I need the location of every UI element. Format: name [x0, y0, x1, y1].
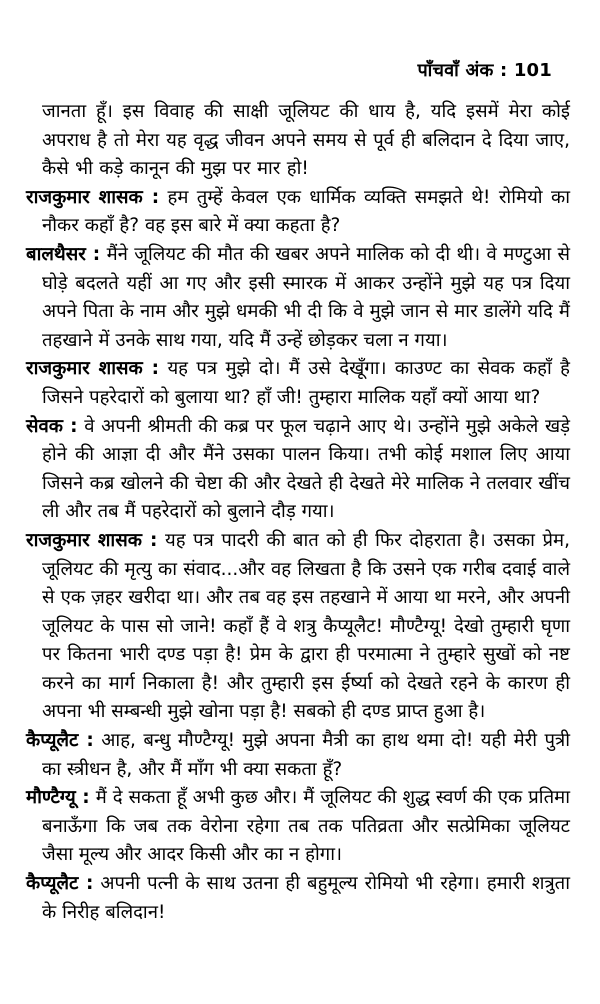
speech-text: आह, बन्धु मौण्टैग्यू! मुझे अपना मैत्री का हाथ थमा दो! यही मेरी पुत्री का स्त्रीधन है, और मैं माँग भी क्या सकता हूँ? [42, 730, 570, 780]
speaker-name: कैप्यूलैट : [26, 730, 94, 752]
speaker-name: राजकुमार शासक : [26, 358, 160, 380]
speech-text: यह पत्र मुझे दो। मैं उसे देखूँगा। काउण्ट का सेवक कहाँ है जिसने पहरेदारों को बुलाया था? हाँ जी! तुम्हारा मालिक यहाँ क्यों आया था? [42, 358, 570, 408]
speech-prince-3 [26, 527, 570, 727]
continuation-paragraph: जानता हूँ। इस विवाह की साक्षी जूलियट की धाय है, यदि इसमें मेरा कोई अपराध है तो मेरा यह वृद्ध जीवन अपने समय से पूर्व ही बलिदान दे दिया जाए, कैसे भी कड़े कानून की मुझ पर मार हो! [42, 101, 570, 180]
speech-prince-2 [26, 355, 570, 412]
speech-capulet-2 [26, 870, 570, 927]
speaker-name: मौण्टैग्यू : [26, 787, 90, 809]
speaker-name: बालथैसर : [26, 243, 101, 265]
speech-servant [26, 413, 570, 527]
speech-text: मैं दे सकता हूँ अभी कुछ और। मैं जूलियट की शुद्ध स्वर्ण की एक प्रतिमा बनाऊँगा कि जब तक वेरोना रहेगा तब तक पतिव्रता और सत्प्रेमिका जूलियट जैसा मूल्य और आदर किसी और का न होगा। [42, 787, 570, 866]
speaker-name: कैप्यूलैट : [26, 873, 94, 895]
speech-capulet-1 [26, 727, 570, 784]
speech-text: मैंने जूलियट की मौत की खबर अपने मालिक को दी थी। वे मण्टुआ से घोड़े बदलते यहीं आ गए और इसी स्मारक में आकर उन्होंने मुझे यह पत्र दिया अपने पिता के नाम और मुझे धमकी भी दी कि वे मुझे जान से मार डालेंगे यदि मैं तहखाने में उनके साथ गया, यदि मैं उन्हें छोड़कर चला न गया। [42, 243, 570, 351]
speech-text: वे अपनी श्रीमती की कब्र पर फूल चढ़ाने आए थे। उन्होंने मुझे अकेले खड़े होने की आज्ञा दी और मैंने उसका पालन किया। तभी कोई मशाल लिए आया जिसने कब्र खोलने की चेष्टा की और देखते ही देखते मेरे मालिक ने तलवार खींच ली और तब मैं पहरेदारों को बुलाने दौड़ गया। [42, 415, 571, 523]
speech-text: अपनी पत्नी के साथ उतना ही बहुमूल्य रोमियो भी रहेगा। हमारी शत्रुता के निरीह बलिदान! [42, 873, 570, 923]
speaker-name: राजकुमार शासक : [26, 529, 158, 551]
speech-text: हम तुम्हें केवल एक धार्मिक व्यक्ति समझते थे! रोमियो का नौकर कहाँ है? वह इस बारे में क्या कहता है? [42, 186, 570, 237]
speaker-name: सेवक : [26, 415, 78, 437]
speech-balthasar [26, 241, 570, 355]
speech-montague [26, 784, 570, 870]
page-body [26, 98, 570, 927]
speaker-name: राजकुमार शासक : [26, 186, 160, 208]
speech-prince-1 [26, 184, 570, 241]
running-header: पाँचवाँ अंक : 101 [417, 60, 552, 81]
speech-text: यह पत्र पादरी की बात को ही फिर दोहराता है। उसका प्रेम, जूलियट की मृत्यु का संवाद...और वह लिखता है कि उसने एक गरीब दवाई वाले से एक ज़हर खरीदा था। और तब वह इस तहखाने में आया था मरने, और अपनी जूलियट के पास सो जाने! कहाँ हैं वे शत्रु कैप्यूलैट! मौण्टैग्यू! देखो तुम्हारी घृणा पर कितना भारी दण्ड पड़ा है! प्रेम के द्वारा ही परमात्मा ने तुम्हारे सुखों को नष्ट करने का मार्ग निकाला है! और तुम्हारी इस ईर्ष्या को देखते रहने के कारण ही अपना भी सम्बन्धी मुझे खोना पड़ा है! सबको ही दण्ड प्राप्त हुआ है। [42, 529, 570, 723]
